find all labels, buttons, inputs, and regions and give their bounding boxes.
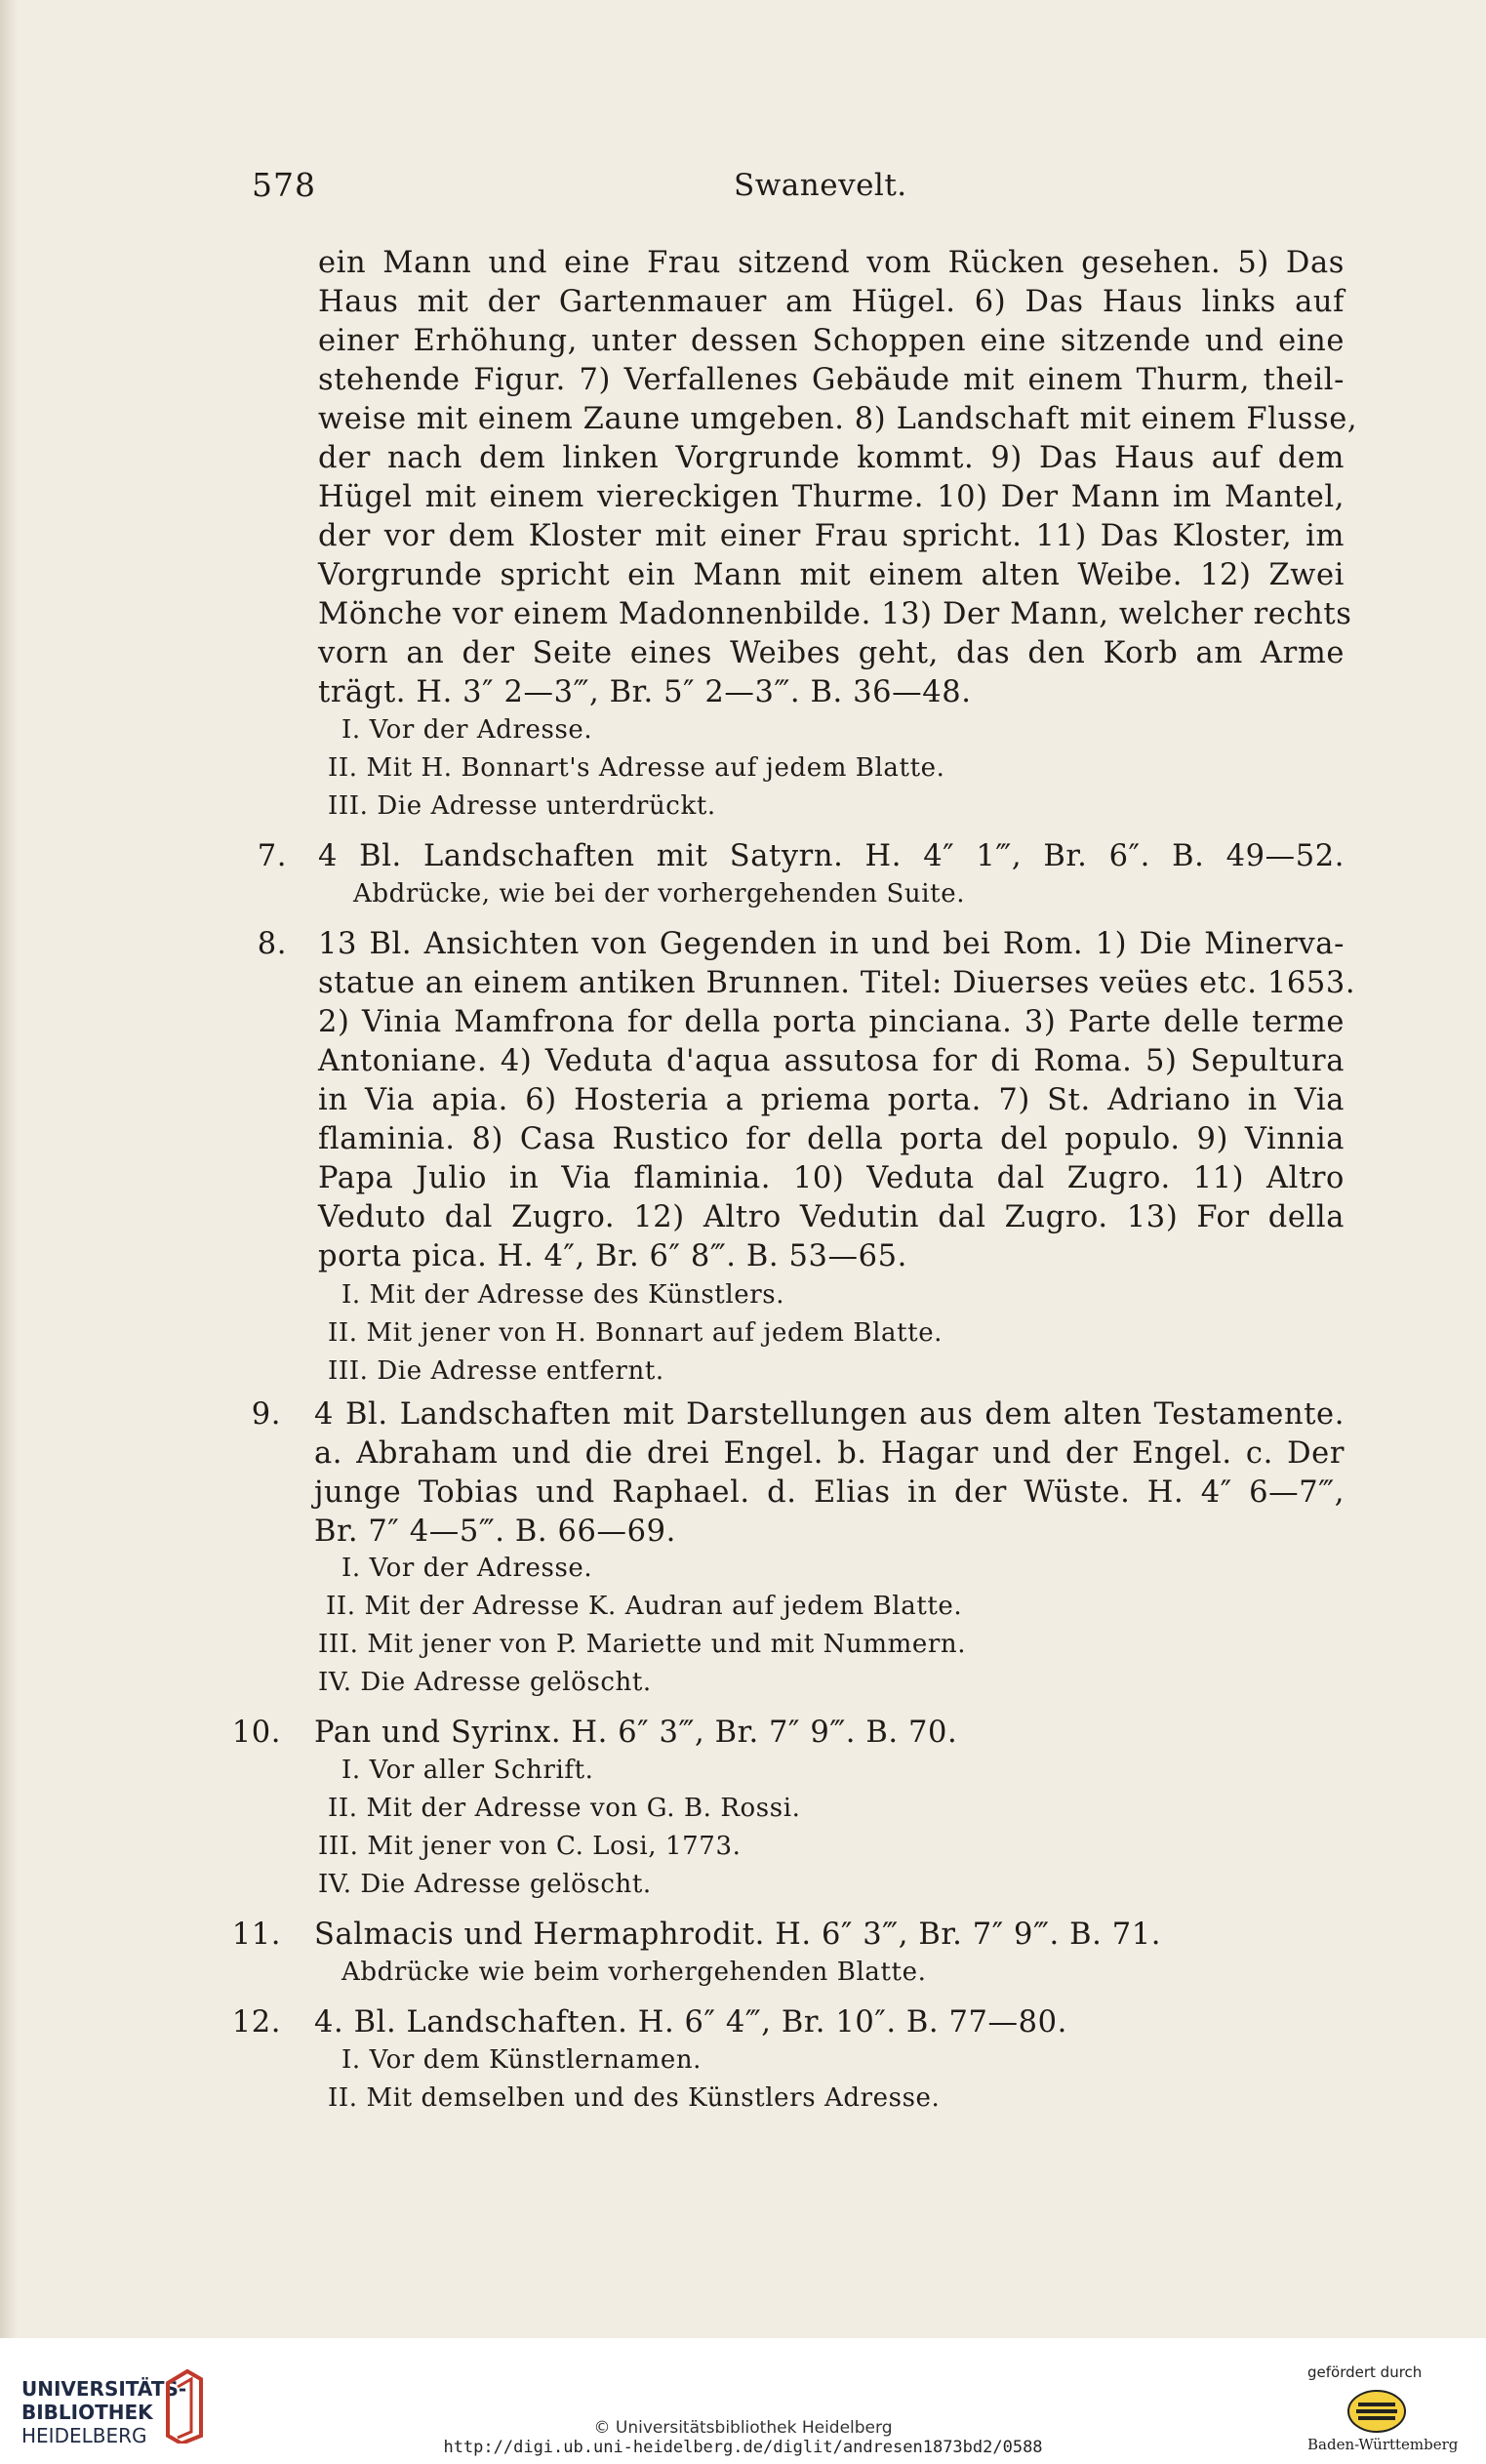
library-name-line3: HEIDELBERG	[21, 2424, 147, 2447]
entry-number: 11.	[231, 1918, 281, 1952]
entry-note: I. Mit der Adresse des Künstlers.	[341, 1280, 785, 1310]
entry-line: Veduto dal Zugro. 12) Altro Vedutin dal Zugro. 13) For della	[318, 1200, 1345, 1234]
entry-note: Abdrücke, wie bei der vorhergehenden Suite.	[353, 879, 966, 909]
text-line: trägt. H. 3″ 2—3‴, Br. 5″ 2—3‴. B. 36—48.	[318, 675, 972, 709]
entry-note: I. Vor dem Künstlernamen.	[341, 2045, 703, 2075]
state-note: II. Mit H. Bonnart's Adresse auf jedem Blatte.	[328, 753, 945, 783]
text-line: Mönche vor einem Madonnenbilde. 13) Der Mann, welcher rechts	[318, 597, 1352, 631]
text-line: einer Erhöhung, unter dessen Schoppen eine sitzende und eine	[318, 324, 1345, 358]
text-line: ein Mann und eine Frau sitzend vom Rücken gesehen. 5) Das	[318, 246, 1345, 280]
copyright-notice: © Universitätsbibliothek Heidelberg	[593, 2418, 893, 2438]
entry-note: III. Mit jener von P. Mariette und mit Nummern.	[318, 1630, 967, 1659]
entry-line: in Via apia. 6) Hosteria a priema porta. 7) St. Adriano in Via	[318, 1083, 1345, 1117]
entry-note: I. Vor der Adresse.	[341, 1554, 593, 1583]
viewer-footer	[0, 2338, 1486, 2464]
running-title: Swanevelt.	[734, 168, 907, 203]
entry-note: II. Mit der Adresse K. Audran auf jedem Blatte.	[326, 1592, 963, 1621]
entry-line: Antoniane. 4) Veduta d'aqua assutosa for di Roma. 5) Sepultura	[318, 1044, 1345, 1078]
page-header	[0, 166, 1486, 209]
text-line: Haus mit der Gartenmauer am Hügel. 6) Das Haus links auf	[318, 285, 1345, 319]
entry-line: junge Tobias und Raphael. d. Elias in der Wüste. H. 4″ 6—7‴,	[314, 1475, 1345, 1510]
entry-line: 2) Vinia Mamfrona for della porta pinciana. 3) Parte delle terme	[318, 1005, 1345, 1039]
entry-line: 4 Bl. Landschaften mit Darstellungen aus dem alten Testamente.	[314, 1397, 1345, 1432]
state-seal-icon	[1346, 2389, 1407, 2434]
entry-line: Br. 7″ 4—5‴. B. 66—69.	[314, 1515, 676, 1549]
entry-note: III. Mit jener von C. Losi, 1773.	[318, 1832, 742, 1861]
state-note: I. Vor der Adresse.	[341, 715, 593, 745]
sponsor-label: gefördert durch	[1307, 2363, 1423, 2381]
text-line: der vor dem Kloster mit einer Frau spricht. 11) Das Kloster, im	[318, 519, 1345, 553]
entry-line: Papa Julio in Via flaminia. 10) Veduta dal Zugro. 11) Altro	[318, 1161, 1345, 1195]
state-note: III. Die Adresse unterdrückt.	[328, 791, 716, 821]
permalink-url[interactable]: http://digi.ub.uni-heidelberg.de/diglit/andresen1873bd2/0588	[443, 2438, 1043, 2457]
text-line: stehende Figur. 7) Verfallenes Gebäude mit einem Thurm, theil-	[318, 363, 1345, 397]
entry-number: 12.	[231, 2005, 281, 2040]
entry-line: 13 Bl. Ansichten von Gegenden in und bei Rom. 1) Die Minerva-	[318, 927, 1345, 961]
entry-note: IV. Die Adresse gelöscht.	[318, 1668, 652, 1697]
entry-line: 4 Bl. Landschaften mit Satyrn. H. 4″ 1‴, Br. 6″. B. 49—52.	[318, 839, 1345, 873]
entry-line: 4. Bl. Landschaften. H. 6″ 4‴, Br. 10″. B. 77—80.	[314, 2005, 1067, 2040]
page-number: 578	[252, 166, 316, 204]
text-line: Hügel mit einem viereckigen Thurme. 10) Der Mann im Mantel,	[318, 480, 1345, 514]
entry-number: 8.	[257, 927, 287, 961]
entry-line: a. Abraham und die drei Engel. b. Hagar und der Engel. c. Der	[314, 1436, 1345, 1471]
text-line: weise mit einem Zaune umgeben. 8) Landschaft mit einem Flusse,	[318, 402, 1358, 436]
entry-line: flaminia. 8) Casa Rustico for della porta del populo. 9) Vinnia	[318, 1122, 1345, 1156]
library-name-line1: UNIVERSITÄTS-	[21, 2377, 187, 2401]
text-line: vorn an der Seite eines Weibes geht, das den Korb am Arme	[318, 636, 1345, 670]
entry-line: Pan und Syrinx. H. 6″ 3‴, Br. 7″ 9‴. B. 70.	[314, 1716, 958, 1750]
page-edge-shadow	[0, 0, 18, 2338]
sponsor-name: Baden-Württemberg	[1307, 2436, 1459, 2453]
entry-note: IV. Die Adresse gelöscht.	[318, 1870, 652, 1899]
entry-note: III. Die Adresse entfernt.	[328, 1356, 664, 1386]
entry-line: statue an einem antiken Brunnen. Titel: Diuerses veües etc. 1653.	[318, 966, 1356, 1000]
library-name-line2: BIBLIOTHEK	[21, 2401, 153, 2424]
entry-note: II. Mit jener von H. Bonnart auf jedem Blatte.	[328, 1318, 944, 1348]
entry-note: Abdrücke wie beim vorhergehenden Blatte.	[341, 1958, 927, 1987]
entry-note: II. Mit demselben und des Künstlers Adresse.	[328, 2083, 941, 2113]
text-line: der nach dem linken Vorgrunde kommt. 9) Das Haus auf dem	[318, 441, 1345, 475]
entry-number: 9.	[251, 1397, 281, 1432]
entry-note: I. Vor aller Schrift.	[341, 1756, 594, 1785]
entry-line: porta pica. H. 4″, Br. 6″ 8‴. B. 53—65.	[318, 1239, 907, 1273]
entry-line: Salmacis und Hermaphrodit. H. 6″ 3‴, Br. 7″ 9‴. B. 71.	[314, 1918, 1162, 1952]
entry-number: 7.	[257, 839, 287, 873]
text-line: Vorgrunde spricht ein Mann mit einem alten Weibe. 12) Zwei	[318, 558, 1345, 592]
entry-note: II. Mit der Adresse von G. B. Rossi.	[328, 1794, 801, 1823]
entry-number: 10.	[231, 1716, 281, 1750]
